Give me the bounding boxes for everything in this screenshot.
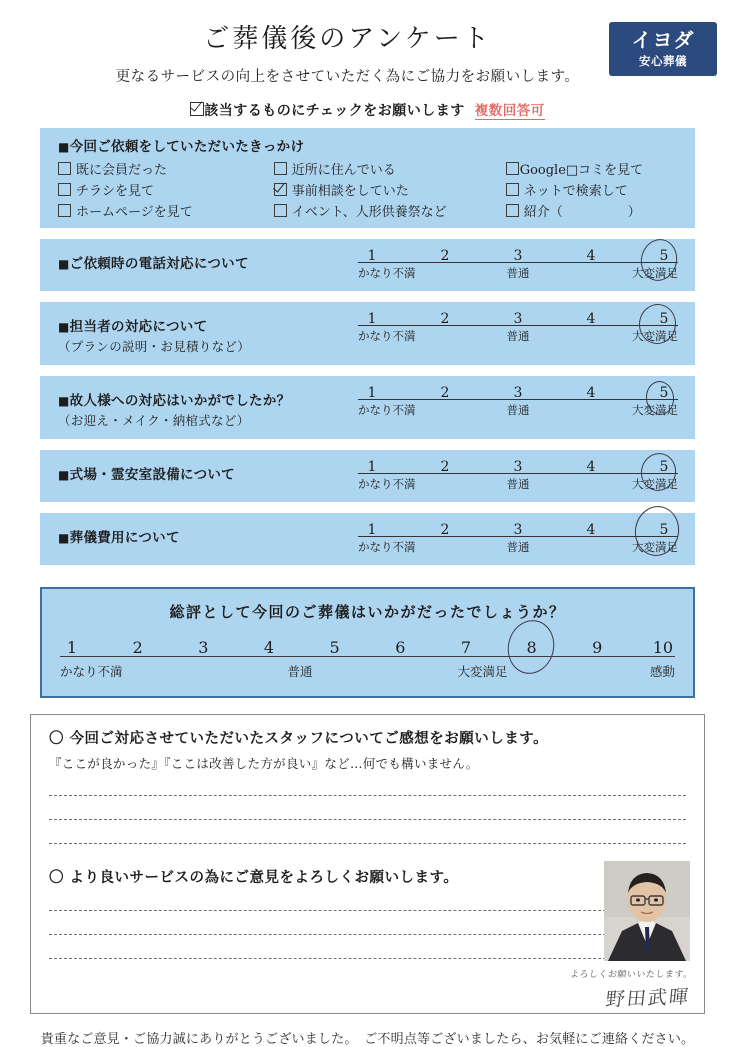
multi-answer-note: 複数回答可 xyxy=(475,99,545,120)
comments-section xyxy=(30,714,705,1014)
checkbox-icon[interactable] xyxy=(506,204,519,217)
page-footer: 貴重なご意見・ご協力誠にありがとうございました。 ご不明点等ございましたら、お気軽にご連絡ください。 xyxy=(40,1032,695,1047)
checkbox-item-referral[interactable] xyxy=(506,201,695,220)
overall-number-5[interactable]: 5 xyxy=(329,638,340,657)
square-bullet-icon: ■ xyxy=(58,320,70,334)
rating-scale[interactable] xyxy=(358,248,678,281)
checkbox-item-google-review[interactable] xyxy=(506,159,695,178)
scale-number-2[interactable]: 2 xyxy=(440,311,450,327)
instruction-text: 該当するものにチェックをお願いします xyxy=(190,100,465,120)
rating-question xyxy=(58,459,358,483)
checkbox-icon[interactable] xyxy=(58,162,71,175)
rating-scale-numbers xyxy=(358,522,678,538)
rating-scale[interactable] xyxy=(358,459,678,492)
overall-caption-mid: 普通 xyxy=(287,664,313,679)
checkbox-label: 既に会員だった xyxy=(76,163,168,178)
checkbox-item-homepage[interactable] xyxy=(58,201,274,220)
page-title: ご葬儀後のアンケート xyxy=(203,24,492,54)
overall-caption-low: かなり不満 xyxy=(60,664,123,679)
rating-row-facilities xyxy=(40,450,695,502)
trigger-column-2 xyxy=(274,159,506,220)
overall-caption-top: 感動 xyxy=(649,664,675,679)
rating-question xyxy=(58,311,358,355)
comment-question-1: 〇 今回ご対応させていただいたスタッフについてご感想をお願いします。 xyxy=(49,731,549,747)
rating-scale-numbers xyxy=(358,459,678,475)
comment-question-1-hint: 『ここが良かった』『ここは改善した方が良い』など…何でも構いません。 xyxy=(49,756,479,771)
scale-number-1[interactable]: 1 xyxy=(367,459,377,475)
overall-number-8[interactable]: 8 xyxy=(526,638,537,657)
checkbox-item-prior-consultation[interactable] xyxy=(274,180,506,199)
overall-number-3[interactable]: 3 xyxy=(198,638,209,657)
square-bullet-icon: ■ xyxy=(58,531,70,545)
overall-number-4[interactable]: 4 xyxy=(263,638,275,657)
rating-question-title: ■葬儀費用について xyxy=(58,530,180,546)
overall-number-6[interactable]: 6 xyxy=(395,638,406,657)
rating-question-subtitle: （お迎え・メイク・納棺式など） xyxy=(58,413,250,428)
checkbox-label: イベント、人形供養祭など xyxy=(291,205,447,220)
scale-number-4[interactable]: 4 xyxy=(586,522,596,538)
company-logo xyxy=(609,22,717,76)
comment-write-line[interactable] xyxy=(49,795,686,796)
rating-question-title: ■担当者の対応について xyxy=(58,319,208,335)
overall-number-7[interactable]: 7 xyxy=(460,638,472,657)
rating-scale-numbers xyxy=(358,248,678,264)
scale-caption-mid: 普通 xyxy=(506,266,530,280)
scale-caption-low: かなり不満 xyxy=(358,403,416,417)
scale-caption-mid: 普通 xyxy=(506,403,530,417)
checkbox-icon-checked[interactable] xyxy=(274,183,287,196)
scale-caption-high: 大変満足 xyxy=(632,266,678,280)
rating-scale-captions xyxy=(358,476,678,492)
checkbox-label: 紹介（ ） xyxy=(523,205,641,220)
staff-portrait-icon xyxy=(604,861,690,961)
scale-caption-low: かなり不満 xyxy=(358,477,416,491)
scale-number-3[interactable]: 3 xyxy=(513,522,523,538)
rating-scale[interactable] xyxy=(358,385,678,418)
scale-number-5[interactable]: 5 xyxy=(659,248,669,264)
rating-question xyxy=(58,385,358,429)
staff-signature: 野田武暉 xyxy=(604,985,692,1011)
overall-scale-numbers xyxy=(60,638,675,657)
scale-number-1[interactable]: 1 xyxy=(367,248,377,264)
scale-caption-mid: 普通 xyxy=(506,540,530,554)
checkbox-label: ホームページを見て xyxy=(76,205,193,220)
scale-number-5[interactable]: 5 xyxy=(659,459,669,475)
scale-number-4[interactable]: 4 xyxy=(586,248,596,264)
overall-caption-high: 大変満足 xyxy=(457,664,508,679)
comment-question-2: 〇 より良いサービスの為にご意見をよろしくお願いします。 xyxy=(49,870,459,886)
checkbox-label: 近所に住んでいる xyxy=(291,163,396,178)
scale-number-1[interactable]: 1 xyxy=(367,385,377,401)
rating-question-subtitle: （プランの説明・お見積りなど） xyxy=(58,339,251,354)
scale-number-2[interactable]: 2 xyxy=(440,522,450,538)
comment-write-line[interactable] xyxy=(49,819,686,820)
rating-scale-captions xyxy=(358,265,678,281)
checkbox-icon[interactable] xyxy=(506,162,519,175)
rating-row-staff-response xyxy=(40,302,695,365)
checkmark-icon xyxy=(190,102,204,116)
handwritten-message xyxy=(569,967,694,1011)
scale-number-4[interactable]: 4 xyxy=(586,311,596,327)
scale-number-1[interactable]: 1 xyxy=(367,522,377,538)
page-subtitle: 更なるサービスの向上をさせていただく為にご協力をお願いします。 xyxy=(115,69,580,85)
checkbox-icon[interactable] xyxy=(274,204,287,217)
rating-question-title: ■式場・霊安室設備について xyxy=(58,467,235,483)
rating-question xyxy=(58,248,358,272)
overall-number-1[interactable]: 1 xyxy=(66,638,78,657)
checkbox-label: 事前相談をしていた xyxy=(291,184,409,199)
scale-caption-high: 大変満足 xyxy=(632,403,678,417)
checkbox-icon[interactable] xyxy=(58,204,71,217)
checkbox-icon[interactable] xyxy=(506,183,519,196)
rating-scale-captions xyxy=(358,402,678,418)
scale-number-3[interactable]: 3 xyxy=(513,385,523,401)
scale-number-2[interactable]: 2 xyxy=(440,385,450,401)
scale-caption-low: かなり不満 xyxy=(358,266,416,280)
rating-scale[interactable] xyxy=(358,311,678,344)
scale-caption-mid: 普通 xyxy=(506,477,530,491)
staff-photo xyxy=(604,861,690,961)
checkbox-label: Google□コミを見て xyxy=(519,163,644,178)
rating-scale-captions xyxy=(358,539,678,555)
overall-number-10[interactable]: 10 xyxy=(652,638,674,657)
checkbox-label: ネットで検索して xyxy=(523,184,628,199)
trigger-checkbox-columns xyxy=(58,159,695,220)
overall-scale-captions xyxy=(60,662,675,680)
rating-question xyxy=(58,522,358,546)
trigger-column-3 xyxy=(506,159,695,220)
scale-number-2[interactable]: 2 xyxy=(440,248,450,264)
scale-number-5[interactable]: 5 xyxy=(659,311,669,327)
trigger-column-1 xyxy=(58,159,274,220)
rating-row-deceased-care xyxy=(40,376,695,439)
square-bullet-icon: ■ xyxy=(58,257,70,271)
scale-caption-high: 大変満足 xyxy=(632,540,678,554)
rating-question-title: ■故人様への対応はいかがでしたか？ xyxy=(58,393,291,409)
scale-number-3[interactable]: 3 xyxy=(513,248,523,264)
overall-evaluation-section xyxy=(40,587,695,698)
scale-caption-mid: 普通 xyxy=(506,329,530,343)
scale-number-5[interactable]: 5 xyxy=(659,385,669,401)
scale-number-2[interactable]: 2 xyxy=(440,459,450,475)
overall-number-2[interactable]: 2 xyxy=(132,638,143,657)
checkbox-item-nearby[interactable] xyxy=(274,159,506,178)
comment-write-line[interactable] xyxy=(49,934,686,935)
checkbox-icon[interactable] xyxy=(274,162,287,175)
square-bullet-icon: ■ xyxy=(58,140,70,154)
comment-write-line[interactable] xyxy=(49,958,686,959)
scale-number-5[interactable]: 5 xyxy=(659,522,669,538)
rating-scale-numbers xyxy=(358,311,678,327)
instruction-row xyxy=(0,99,735,120)
scale-number-4[interactable]: 4 xyxy=(586,385,596,401)
scale-number-3[interactable]: 3 xyxy=(513,311,523,327)
scale-number-4[interactable]: 4 xyxy=(586,459,596,475)
overall-scale[interactable] xyxy=(60,638,675,680)
checkbox-item-event[interactable] xyxy=(274,201,506,220)
square-bullet-icon: ■ xyxy=(58,468,70,482)
scale-caption-high: 大変満足 xyxy=(632,329,678,343)
comment-write-line[interactable] xyxy=(49,910,686,911)
comment-write-line[interactable] xyxy=(49,843,686,844)
scale-caption-high: 大変満足 xyxy=(632,477,678,491)
checkbox-item-already-member[interactable] xyxy=(58,159,274,178)
handwritten-note-text: よろしくお願いいたします。 xyxy=(569,970,694,980)
trigger-section xyxy=(40,128,695,228)
logo-tagline: 安心葬儀 xyxy=(639,53,687,68)
checkbox-label: チラシを見て xyxy=(76,184,155,199)
checkbox-item-web-search[interactable] xyxy=(506,180,695,199)
rating-row-cost xyxy=(40,513,695,565)
logo-brand-name: イヨダ xyxy=(631,27,695,52)
rating-scale[interactable] xyxy=(358,522,678,555)
overall-evaluation-title: 総評として今回のご葬儀はいかがだったでしょうか？ xyxy=(169,603,566,621)
page-header xyxy=(0,0,735,120)
rating-scale-numbers xyxy=(358,385,678,401)
checkbox-icon[interactable] xyxy=(58,183,71,196)
scale-caption-low: かなり不満 xyxy=(358,329,416,343)
scale-caption-low: かなり不満 xyxy=(358,540,416,554)
rating-row-phone-response xyxy=(40,239,695,291)
rating-scale-captions xyxy=(358,328,678,344)
scale-number-3[interactable]: 3 xyxy=(513,459,523,475)
trigger-section-heading: ■今回ご依頼をしていただいたきっかけ xyxy=(58,139,305,155)
rating-question-title: ■ご依頼時の電話対応について xyxy=(58,256,249,272)
scale-number-1[interactable]: 1 xyxy=(367,311,377,327)
checkbox-item-flyer[interactable] xyxy=(58,180,274,199)
square-bullet-icon: ■ xyxy=(58,394,70,408)
overall-number-9[interactable]: 9 xyxy=(592,638,603,657)
